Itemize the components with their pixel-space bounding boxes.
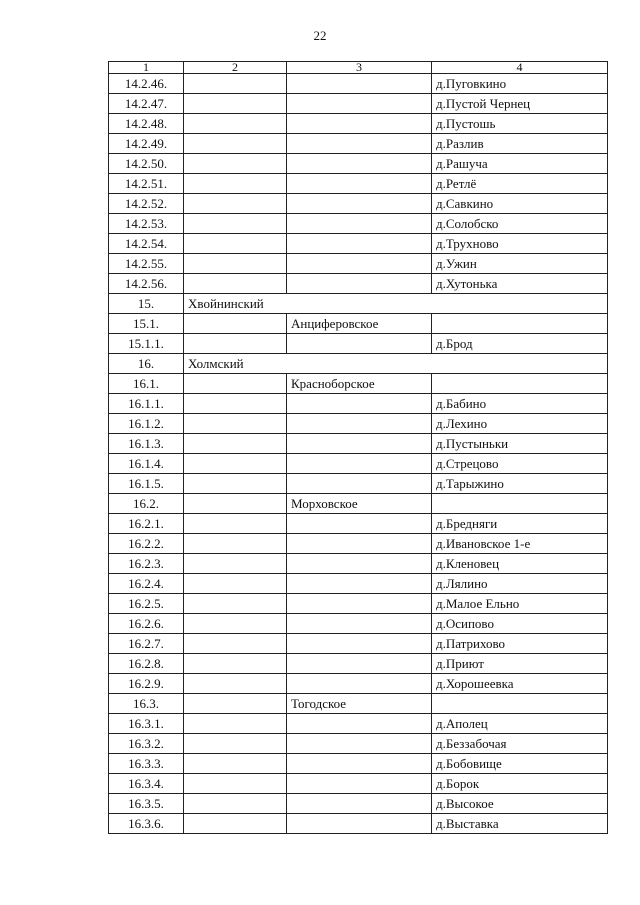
row-number: 16.1.2. — [109, 414, 184, 434]
empty-cell — [184, 714, 287, 734]
row-number: 15. — [109, 294, 184, 314]
empty-cell — [184, 154, 287, 174]
village-name: д.Ретлё — [432, 174, 608, 194]
village-name: д.Ивановское 1-е — [432, 534, 608, 554]
table-row — [109, 394, 608, 414]
village-name: д.Пустошь — [432, 114, 608, 134]
empty-cell — [287, 154, 432, 174]
village-name: д.Пуговкино — [432, 74, 608, 94]
empty-cell — [432, 314, 608, 334]
row-number: 14.2.47. — [109, 94, 184, 114]
empty-cell — [287, 534, 432, 554]
table-row — [109, 414, 608, 434]
row-number: 14.2.48. — [109, 114, 184, 134]
empty-cell — [287, 194, 432, 214]
empty-cell — [184, 534, 287, 554]
empty-cell — [287, 94, 432, 114]
village-name: д.Солобско — [432, 214, 608, 234]
empty-cell — [432, 694, 608, 714]
empty-cell — [184, 434, 287, 454]
empty-cell — [184, 754, 287, 774]
empty-cell — [287, 714, 432, 734]
village-name: д.Лялино — [432, 574, 608, 594]
village-name: д.Патрихово — [432, 634, 608, 654]
village-name: д.Савкино — [432, 194, 608, 214]
settlement-name: Морховское — [287, 494, 432, 514]
village-name: д.Осипово — [432, 614, 608, 634]
settlement-row — [109, 374, 608, 394]
empty-cell — [287, 734, 432, 754]
empty-cell — [184, 214, 287, 234]
village-name: д.Брод — [432, 334, 608, 354]
empty-cell — [287, 674, 432, 694]
table-row — [109, 174, 608, 194]
empty-cell — [184, 394, 287, 414]
table-row — [109, 754, 608, 774]
village-name: д.Тарыжино — [432, 474, 608, 494]
empty-cell — [184, 814, 287, 834]
settlements-table — [108, 61, 608, 834]
settlement-name: Анциферовское — [287, 314, 432, 334]
table-row — [109, 94, 608, 114]
empty-cell — [287, 634, 432, 654]
empty-cell — [184, 274, 287, 294]
table-row — [109, 234, 608, 254]
empty-cell — [184, 134, 287, 154]
empty-cell — [184, 494, 287, 514]
empty-cell — [287, 554, 432, 574]
settlement-row — [109, 494, 608, 514]
village-name: д.Бредняги — [432, 514, 608, 534]
table-row — [109, 154, 608, 174]
empty-cell — [287, 454, 432, 474]
village-name: д.Рашуча — [432, 154, 608, 174]
village-name: д.Лехино — [432, 414, 608, 434]
village-name: д.Борок — [432, 774, 608, 794]
row-number: 16.2.6. — [109, 614, 184, 634]
empty-cell — [287, 274, 432, 294]
table-row — [109, 654, 608, 674]
row-number: 16.1. — [109, 374, 184, 394]
row-number: 16.3.1. — [109, 714, 184, 734]
table-row — [109, 774, 608, 794]
table-row — [109, 454, 608, 474]
empty-cell — [287, 474, 432, 494]
row-number: 14.2.49. — [109, 134, 184, 154]
village-name: д.Разлив — [432, 134, 608, 154]
row-number: 14.2.46. — [109, 74, 184, 94]
village-name: д.Хорошеевка — [432, 674, 608, 694]
table-row — [109, 134, 608, 154]
table-row — [109, 434, 608, 454]
row-number: 16.2.1. — [109, 514, 184, 534]
empty-cell — [287, 74, 432, 94]
village-name: д.Пустыньки — [432, 434, 608, 454]
village-name: д.Ужин — [432, 254, 608, 274]
table-header-row — [109, 62, 608, 74]
village-name: д.Выставка — [432, 814, 608, 834]
table-row — [109, 794, 608, 814]
table-row — [109, 554, 608, 574]
village-name: д.Бобовище — [432, 754, 608, 774]
empty-cell — [184, 594, 287, 614]
empty-cell — [184, 634, 287, 654]
empty-cell — [287, 654, 432, 674]
table-row — [109, 274, 608, 294]
empty-cell — [184, 514, 287, 534]
empty-cell — [287, 214, 432, 234]
empty-cell — [287, 574, 432, 594]
empty-cell — [184, 694, 287, 714]
table-row — [109, 534, 608, 554]
empty-cell — [184, 654, 287, 674]
empty-cell — [184, 114, 287, 134]
village-name: д.Аполец — [432, 714, 608, 734]
empty-cell — [184, 74, 287, 94]
table-row — [109, 74, 608, 94]
row-number: 16.3.5. — [109, 794, 184, 814]
empty-cell — [287, 114, 432, 134]
empty-cell — [184, 794, 287, 814]
district-name: Холмский — [184, 354, 608, 374]
row-number: 16.2.2. — [109, 534, 184, 554]
table-row — [109, 334, 608, 354]
row-number: 15.1. — [109, 314, 184, 334]
row-number: 16.3.4. — [109, 774, 184, 794]
row-number: 16.3.2. — [109, 734, 184, 754]
header-col-3: 3 — [287, 62, 432, 74]
village-name: д.Кленовец — [432, 554, 608, 574]
village-name: д.Пустой Чернец — [432, 94, 608, 114]
row-number: 15.1.1. — [109, 334, 184, 354]
row-number: 16.2.7. — [109, 634, 184, 654]
empty-cell — [184, 334, 287, 354]
table-row — [109, 634, 608, 654]
empty-cell — [432, 374, 608, 394]
row-number: 14.2.54. — [109, 234, 184, 254]
empty-cell — [287, 794, 432, 814]
row-number: 16.2.4. — [109, 574, 184, 594]
empty-cell — [184, 314, 287, 334]
row-number: 14.2.51. — [109, 174, 184, 194]
empty-cell — [184, 94, 287, 114]
empty-cell — [287, 754, 432, 774]
row-number: 16.3.6. — [109, 814, 184, 834]
row-number: 14.2.56. — [109, 274, 184, 294]
row-number: 14.2.53. — [109, 214, 184, 234]
table-row — [109, 574, 608, 594]
table-row — [109, 734, 608, 754]
empty-cell — [287, 814, 432, 834]
table-row — [109, 714, 608, 734]
row-number: 16.2. — [109, 494, 184, 514]
settlement-name: Красноборское — [287, 374, 432, 394]
empty-cell — [184, 414, 287, 434]
empty-cell — [184, 254, 287, 274]
empty-cell — [184, 474, 287, 494]
district-name: Хвойнинский — [184, 294, 608, 314]
table-row — [109, 474, 608, 494]
empty-cell — [184, 454, 287, 474]
table-row — [109, 594, 608, 614]
table-row — [109, 814, 608, 834]
row-number: 14.2.55. — [109, 254, 184, 274]
empty-cell — [287, 594, 432, 614]
empty-cell — [184, 374, 287, 394]
settlement-row — [109, 314, 608, 334]
row-number: 16.1.3. — [109, 434, 184, 454]
header-col-2: 2 — [184, 62, 287, 74]
empty-cell — [287, 774, 432, 794]
empty-cell — [287, 234, 432, 254]
empty-cell — [432, 494, 608, 514]
empty-cell — [184, 574, 287, 594]
village-name: д.Приют — [432, 654, 608, 674]
empty-cell — [184, 614, 287, 634]
empty-cell — [287, 134, 432, 154]
row-number: 16.2.9. — [109, 674, 184, 694]
header-col-1: 1 — [109, 62, 184, 74]
table-row — [109, 254, 608, 274]
row-number: 16.1.1. — [109, 394, 184, 414]
empty-cell — [287, 434, 432, 454]
village-name: д.Высокое — [432, 794, 608, 814]
village-name: д.Малое Ельно — [432, 594, 608, 614]
settlement-name: Тогодское — [287, 694, 432, 714]
row-number: 16.2.5. — [109, 594, 184, 614]
row-number: 14.2.52. — [109, 194, 184, 214]
table-row — [109, 614, 608, 634]
empty-cell — [287, 254, 432, 274]
village-name: д.Стрецово — [432, 454, 608, 474]
empty-cell — [287, 174, 432, 194]
empty-cell — [287, 514, 432, 534]
empty-cell — [287, 614, 432, 634]
table-row — [109, 514, 608, 534]
table-row — [109, 214, 608, 234]
empty-cell — [184, 674, 287, 694]
row-number: 16.3. — [109, 694, 184, 714]
row-number: 16.1.5. — [109, 474, 184, 494]
empty-cell — [184, 234, 287, 254]
table-row — [109, 114, 608, 134]
village-name: д.Бабино — [432, 394, 608, 414]
row-number: 16.3.3. — [109, 754, 184, 774]
row-number: 16.2.8. — [109, 654, 184, 674]
row-number: 16.1.4. — [109, 454, 184, 474]
table-row — [109, 674, 608, 694]
district-row — [109, 354, 608, 374]
empty-cell — [184, 554, 287, 574]
empty-cell — [184, 174, 287, 194]
page-number: 22 — [313, 28, 327, 43]
table-row — [109, 194, 608, 214]
header-col-4: 4 — [432, 62, 608, 74]
row-number: 14.2.50. — [109, 154, 184, 174]
empty-cell — [287, 394, 432, 414]
village-name: д.Беззабочая — [432, 734, 608, 754]
empty-cell — [287, 414, 432, 434]
row-number: 16.2.3. — [109, 554, 184, 574]
empty-cell — [287, 334, 432, 354]
empty-cell — [184, 734, 287, 754]
village-name: д.Трухново — [432, 234, 608, 254]
empty-cell — [184, 194, 287, 214]
district-row — [109, 294, 608, 314]
settlement-row — [109, 694, 608, 714]
row-number: 16. — [109, 354, 184, 374]
empty-cell — [184, 774, 287, 794]
village-name: д.Хутонька — [432, 274, 608, 294]
